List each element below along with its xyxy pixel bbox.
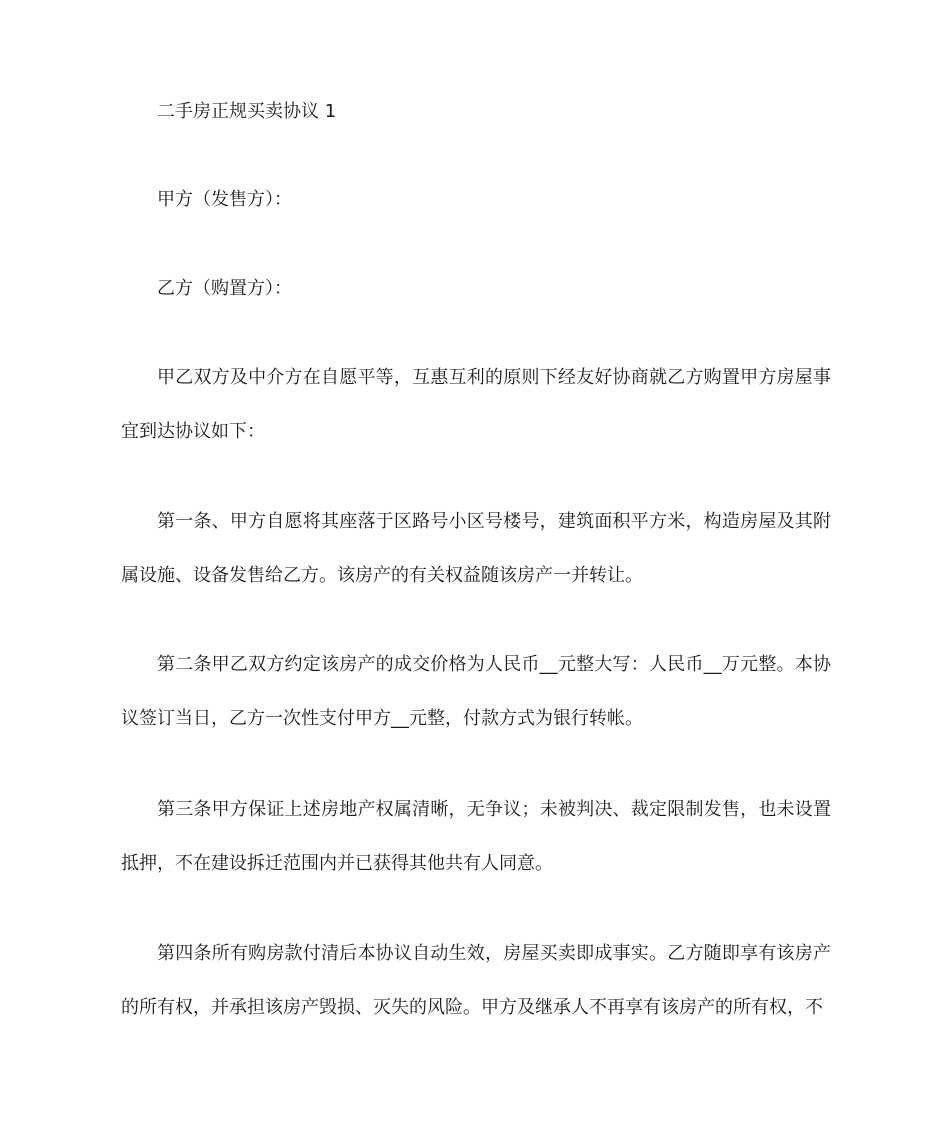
article-3-paragraph: 第三条甲方保证上述房地产权属清晰，无争议；未被判决、裁定限制发售，也未设置抵押，不在建设拆迁范围内并已获得其他共有人同意。 [121, 799, 831, 874]
document-title: 二手房正规买卖协议 1 [157, 101, 337, 122]
article-4-paragraph: 第四条所有购房款付清后本协议自动生效，房屋买卖即成事实。乙方随即享有该房产的所有权，并承担该房产毁损、灭失的风险。甲方及继承人不再享有该房产的所有权，不 [121, 943, 831, 1018]
article-1-paragraph: 第一条、甲方自愿将其座落于区路号小区号楼号，建筑面积平方米，构造房屋及其附属设施、设备发售给乙方。该房产的有关权益随该房产一并转让。 [121, 511, 831, 586]
party-b-line: 乙方（购置方）： [157, 278, 292, 299]
intro-paragraph: 甲乙双方及中介方在自愿平等，互惠互利的原则下经友好协商就乙方购置甲方房屋事宜到达协议如下： [121, 367, 831, 442]
party-a-line: 甲方（发售方）： [157, 189, 292, 210]
article-2-paragraph: 第二条甲乙双方约定该房产的成交价格为人民币__元整大写：人民币__万元整。本协议签订当日，乙方一次性支付甲方__元整，付款方式为银行转帐。 [121, 654, 831, 729]
